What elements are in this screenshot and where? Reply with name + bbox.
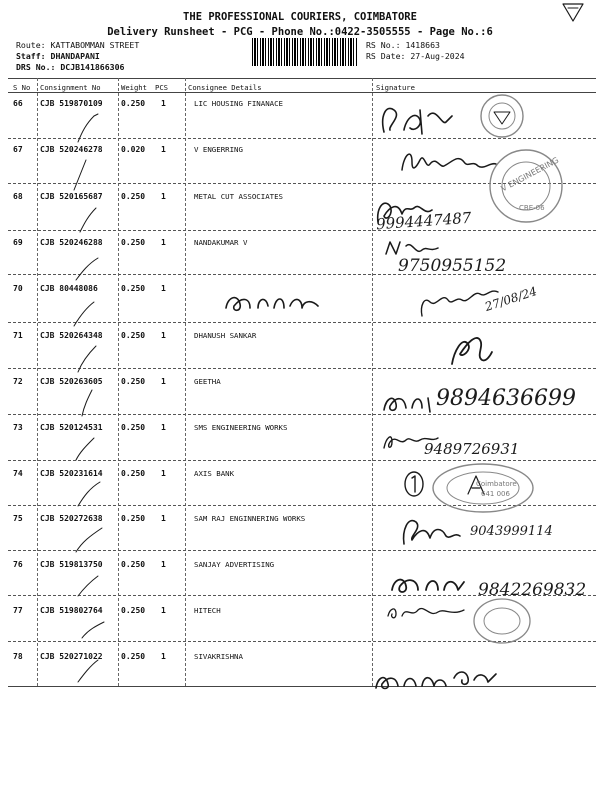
row-weight: 0.250 <box>121 377 146 386</box>
col-header-signature: Signature <box>376 83 415 92</box>
row-pcs: 1 <box>161 606 166 615</box>
signature-row-71 <box>444 326 494 368</box>
signature-row-77 <box>384 600 474 622</box>
row-consignment-no: CJB 520231614 <box>40 469 103 478</box>
tamil-signature-row-78 <box>372 662 502 696</box>
company-stamp-icon <box>470 92 534 140</box>
v-engineering-stamp-text: V ENGINEERING <box>499 155 561 194</box>
row-consignee: GEETHA <box>194 377 221 386</box>
row-consignee: SMS ENGINEERING WORKS <box>194 423 288 432</box>
row-sno: 77 <box>13 606 23 615</box>
delivery-tick-marks <box>38 100 118 690</box>
row-pcs: 1 <box>161 652 166 661</box>
row-pcs: 1 <box>161 469 166 478</box>
row-sno: 75 <box>13 514 23 523</box>
row-sno: 68 <box>13 192 23 201</box>
row-consignee: HITECH <box>194 606 221 615</box>
row-consignee: AXIS BANK <box>194 469 235 478</box>
row-weight: 0.250 <box>121 560 146 569</box>
row-weight: 0.250 <box>121 99 146 108</box>
row-pcs: 1 <box>161 560 166 569</box>
row-pcs: 1 <box>161 331 166 340</box>
row-consignment-no: CJB 80448086 <box>40 284 98 293</box>
runsheet-subtitle: Delivery Runsheet - PCG - Phone No.:0422-3505555 - Page No.:6 <box>107 26 493 38</box>
axis-stamp-pin: 641 006 <box>481 490 510 498</box>
row-sno: 73 <box>13 423 23 432</box>
row-consignment-no: CJB 520246288 <box>40 238 103 247</box>
row-sno: 70 <box>13 284 23 293</box>
drs-value: DCJB141866306 <box>60 62 125 72</box>
row-consignee: DHANUSH SANKAR <box>194 331 257 340</box>
row-sno: 71 <box>13 331 23 340</box>
row-pcs: 1 <box>161 284 166 293</box>
rs-date-label: RS Date: <box>366 51 406 61</box>
row-consignment-no: CJB 520124531 <box>40 423 103 432</box>
col-header-sno: S No <box>13 83 31 92</box>
row-weight: 0.250 <box>121 423 146 432</box>
row-consignment-no: CJB 520264348 <box>40 331 103 340</box>
row-consignment-no: CJB 520246278 <box>40 145 103 154</box>
table-top-rule <box>8 78 596 79</box>
rs-date-field <box>366 51 465 61</box>
row-sno: 67 <box>13 145 23 154</box>
axis-bank-stamp-icon <box>430 462 536 514</box>
corner-logo-icon <box>560 0 586 24</box>
row-weight: 0.250 <box>121 331 146 340</box>
row-weight: 0.250 <box>121 469 146 478</box>
col-header-consignee: Consignee Details <box>188 83 262 92</box>
handwritten-phone-77: 9842269832 <box>478 580 587 600</box>
row-consignment-no: CJB 520165687 <box>40 192 103 201</box>
col-header-pcs: PCS <box>155 83 168 92</box>
row-pcs: 1 <box>161 514 166 523</box>
row-weight: 0.250 <box>121 192 146 201</box>
row-consignee: METAL CUT ASSOCIATES <box>194 192 283 201</box>
row-consignee: LIC HOUSING FINANACE <box>194 99 283 108</box>
runsheet-title: THE PROFESSIONAL COURIERS, COIMBATORE <box>183 11 417 23</box>
rs-no-field <box>366 40 440 50</box>
row-sno: 74 <box>13 469 23 478</box>
col-header-weight: Weight <box>121 83 147 92</box>
row-sno: 66 <box>13 99 23 108</box>
staff-field <box>16 51 100 61</box>
drs-label: DRS No.: <box>16 62 56 72</box>
row-weight: 0.250 <box>121 238 146 247</box>
row-consignee: NANDAKUMAR V <box>194 238 248 247</box>
handwritten-phone-69: 9750955152 <box>398 256 507 276</box>
row-consignee: SAM RAJ ENGINNERING WORKS <box>194 514 306 523</box>
handwritten-phone-68: 9994447487 <box>375 208 472 234</box>
rs-no-value: 1418663 <box>405 40 440 50</box>
row-consignment-no: CJB 520271022 <box>40 652 103 661</box>
axis-stamp-city: Coimbatore <box>476 480 517 488</box>
row-weight: 0.250 <box>121 514 146 523</box>
v-engineering-stamp-sub: CBE-06 <box>519 204 545 212</box>
row-pcs: 1 <box>161 423 166 432</box>
route-label: Route: <box>16 40 46 50</box>
signature-row-74 <box>402 470 426 498</box>
row-consignment-no: CJB 519813750 <box>40 560 103 569</box>
drs-field <box>16 62 124 72</box>
row-weight: 0.020 <box>121 145 146 154</box>
tamil-signature-row-70 <box>222 286 322 318</box>
row-consignee: SIVAKRISHNA <box>194 652 243 661</box>
row-consignee: SANJAY ADVERTISING <box>194 560 275 569</box>
handwritten-phone-73: 9489726931 <box>424 440 520 458</box>
handwritten-phone-75: 9043999114 <box>470 524 553 539</box>
barcode <box>252 38 358 66</box>
rs-date-value: 27-Aug-2024 <box>410 51 465 61</box>
signature-row-75 <box>398 510 468 550</box>
col-header-consignment: Consignment No <box>40 83 101 92</box>
row-weight: 0.250 <box>121 652 146 661</box>
row-weight: 0.250 <box>121 284 146 293</box>
staff-label: Staff: <box>16 51 46 61</box>
row-pcs: 1 <box>161 377 166 386</box>
handwritten-phone-72: 9894636699 <box>436 386 576 411</box>
row-sno: 69 <box>13 238 23 247</box>
row-pcs: 1 <box>161 192 166 201</box>
row-pcs: 1 <box>161 99 166 108</box>
route-value: KATTABOMMAN STREET <box>50 40 140 50</box>
row-consignee: V ENGERRING <box>194 145 243 154</box>
row-sno: 72 <box>13 377 23 386</box>
row-consignment-no: CJB 519802764 <box>40 606 103 615</box>
company-stamp-icon <box>470 596 534 646</box>
rs-no-label: RS No.: <box>366 40 401 50</box>
signature-row-72 <box>380 388 440 416</box>
row-pcs: 1 <box>161 238 166 247</box>
route-field <box>16 40 139 50</box>
row-sno: 78 <box>13 652 23 661</box>
row-consignment-no: CJB 520272638 <box>40 514 103 523</box>
row-pcs: 1 <box>161 145 166 154</box>
row-consignment-no: CJB 519870109 <box>40 99 103 108</box>
staff-value: DHANDAPANI <box>50 51 100 61</box>
tamil-signature-row-76 <box>388 570 468 598</box>
row-consignment-no: CJB 520263605 <box>40 377 103 386</box>
handwritten-date-70: 27/08/24 <box>483 284 539 314</box>
row-weight: 0.250 <box>121 606 146 615</box>
row-sno: 76 <box>13 560 23 569</box>
